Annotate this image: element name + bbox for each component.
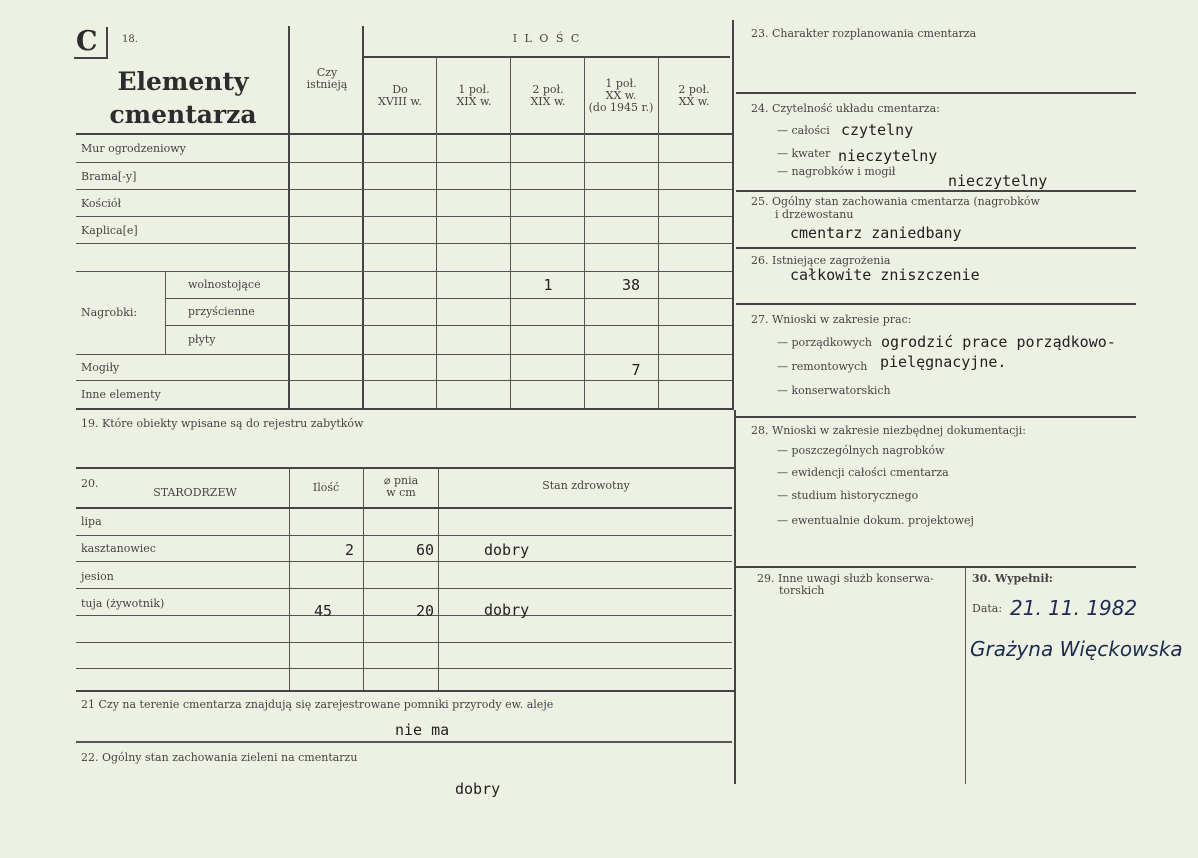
- q30-date-label: Data:: [972, 602, 1003, 615]
- section-letter-box: [74, 27, 108, 59]
- q30-date: 21. 11. 1982: [1010, 596, 1138, 620]
- trees-col-name: STARODRZEW: [153, 486, 237, 499]
- q24-item-whole: — całości: [777, 124, 830, 137]
- count-freestanding-1-xx: 38: [621, 276, 641, 294]
- tree-count-thuja: 45: [313, 602, 333, 620]
- q22-answer: dobry: [455, 780, 501, 798]
- row-line: [76, 216, 732, 217]
- q26-label: 26. Istniejące zagrożenia: [751, 254, 891, 267]
- trees-header-bottom: [76, 507, 732, 509]
- q26-answer: całkowite zniszczenie: [790, 266, 980, 284]
- q29-label-line2: torskich: [779, 584, 825, 597]
- trees-col-diameter: ⌀ pnia w cm: [383, 474, 419, 499]
- period-header-1-xix: 1 poł. XIX w.: [456, 83, 492, 108]
- row-line: [76, 561, 732, 562]
- v-line-nagrobki: [165, 271, 166, 355]
- q29-q30-divider: [965, 567, 966, 784]
- v-line: [658, 57, 659, 408]
- q24-item-quarters: — kwater: [777, 147, 831, 160]
- row-line: [76, 380, 732, 381]
- element-sub-freestanding: wolnostojące: [188, 278, 261, 291]
- row-line: [76, 668, 732, 669]
- nagrobki-label: Nagrobki:: [81, 306, 138, 319]
- q25-label-line2: i drzewostanu: [775, 208, 854, 221]
- q28-item-project: — ewentualnie dokum. projektowej: [777, 514, 974, 527]
- q27-item-cleanup: — porządkowych: [777, 336, 872, 349]
- tree-name-chestnut: kasztanowiec: [81, 542, 156, 555]
- v-line: [362, 26, 364, 408]
- section-title-line1: Elementy: [117, 67, 249, 96]
- count-graves-1-xx: 7: [631, 361, 641, 379]
- q27-answer-repair: pielęgnacyjne.: [880, 353, 1007, 371]
- q29-label-line1: 29. Inne uwagi służb konserwa-: [757, 572, 934, 585]
- count-freestanding-2-xix: 1: [543, 276, 553, 294]
- q21-rule: [76, 741, 732, 743]
- count-column-header: I L O Ś C: [512, 32, 582, 45]
- q24-answer-quarters: nieczytelny: [838, 147, 938, 165]
- q30-signature: Grażyna Więckowska: [970, 637, 1183, 661]
- section-title-line2: cmentarza: [109, 100, 257, 129]
- q28-item-history: — studium historycznego: [777, 489, 919, 502]
- trees-col-health: Stan zdrowotny: [542, 479, 630, 492]
- q21-label: 21 Czy na terenie cmentarza znajdują się zarejestrowane pomniki przyrody ew. aleje: [81, 698, 554, 711]
- row-line: [76, 189, 732, 190]
- element-label-graves: Mogiły: [81, 361, 120, 374]
- row-line: [76, 162, 732, 163]
- q24-answer-whole: czytelny: [841, 121, 914, 139]
- q30-label: 30. Wypełnił:: [972, 572, 1053, 585]
- q27-rule: [736, 416, 1136, 418]
- element-label-gate: Brama[-y]: [81, 170, 137, 183]
- q23-label: 23. Charakter rozplanowania cmentarza: [751, 27, 977, 40]
- tree-name-thuja: tuja (żywotnik): [81, 597, 165, 610]
- v-line: [289, 468, 290, 690]
- v-line: [363, 468, 364, 690]
- v-line: [436, 57, 437, 408]
- q28-label: 28. Wnioski w zakresie niezbędnej dokumentacji:: [751, 424, 1026, 437]
- q24-label: 24. Czytelność układu cmentarza:: [751, 102, 940, 115]
- q27-label: 27. Wnioski w zakresie prac:: [751, 313, 912, 326]
- q22-label: 22. Ogólny stan zachowania zieleni na cmentarzu: [81, 751, 358, 764]
- row-line: [76, 271, 732, 272]
- q27-item-conservation: — konserwatorskich: [777, 384, 891, 397]
- q23-rule: [736, 92, 1136, 94]
- tree-health-thuja: dobry: [484, 601, 530, 619]
- period-header-2-xix: 2 poł. XIX w.: [530, 83, 566, 108]
- q25-rule: [736, 247, 1136, 249]
- q28-item-records: — ewidencji całości cmentarza: [777, 466, 949, 479]
- element-label-church: Kościół: [81, 197, 122, 210]
- q24-item-graves: — nagrobków i mogił: [777, 165, 896, 178]
- row-line: [76, 354, 732, 355]
- q21-answer: nie ma: [395, 721, 450, 739]
- trees-section-number: 20.: [81, 477, 99, 490]
- q19-label: 19. Które obiekty wpisane są do rejestru zabytków: [81, 417, 364, 430]
- element-label-wall: Mur ogrodzeniowy: [81, 142, 186, 155]
- tree-health-chestnut: dobry: [484, 541, 530, 559]
- element-label-chapel: Kaplica[e]: [81, 224, 138, 237]
- element-label-other: Inne elementy: [81, 388, 161, 401]
- q26-rule: [736, 303, 1136, 305]
- v-line: [288, 26, 290, 408]
- q27-item-repair: — remontowych: [777, 360, 868, 373]
- period-header-1-xx: 1 poł. XX w. (do 1945 r.): [588, 77, 654, 114]
- section-letter: C: [76, 26, 98, 57]
- q25-answer: cmentarz zaniedbany: [790, 224, 962, 242]
- v-line: [584, 57, 585, 408]
- tree-diam-thuja: 20: [415, 602, 434, 620]
- row-line: [166, 325, 732, 326]
- q28-item-headstones: — poszczególnych nagrobków: [777, 444, 945, 457]
- element-sub-wall-mounted: przyścienne: [188, 305, 255, 318]
- row-line: [76, 642, 732, 643]
- tree-diam-chestnut: 60: [415, 541, 434, 559]
- tree-count-chestnut: 2: [344, 541, 354, 559]
- elements-header-bottom: [76, 133, 732, 135]
- middle-divider-lower: [734, 410, 736, 784]
- q24-answer-graves: nieczytelny: [948, 172, 1048, 190]
- period-header-xviii: Do XVIII w.: [378, 83, 422, 108]
- v-line: [438, 468, 439, 690]
- period-header-2-xx: 2 poł. XX w.: [678, 83, 710, 108]
- middle-divider: [732, 20, 734, 410]
- v-line: [510, 57, 511, 408]
- q28-rule: [736, 566, 1136, 568]
- q25-label-line1: 25. Ogólny stan zachowania cmentarza (nagrobków: [751, 195, 1040, 208]
- count-header-rule: [364, 56, 730, 58]
- trees-bottom-rule: [76, 690, 734, 692]
- exists-column-header: Czy istnieją: [306, 66, 348, 91]
- q27-answer-cleanup: ogrodzić prace porządkowo-: [881, 333, 1116, 351]
- element-sub-slabs: płyty: [188, 333, 216, 346]
- tree-name-lime: lipa: [81, 515, 102, 528]
- q24-rule: [736, 190, 1136, 192]
- row-line: [76, 243, 732, 244]
- section-number: 18.: [122, 34, 138, 45]
- trees-top-rule: [76, 467, 734, 469]
- trees-col-count: Ilość: [312, 481, 340, 494]
- section-title: [88, 65, 278, 131]
- row-line: [76, 408, 734, 410]
- row-line: [166, 298, 732, 299]
- row-line: [76, 535, 732, 536]
- row-line: [76, 588, 732, 589]
- tree-name-ash: jesion: [81, 570, 114, 583]
